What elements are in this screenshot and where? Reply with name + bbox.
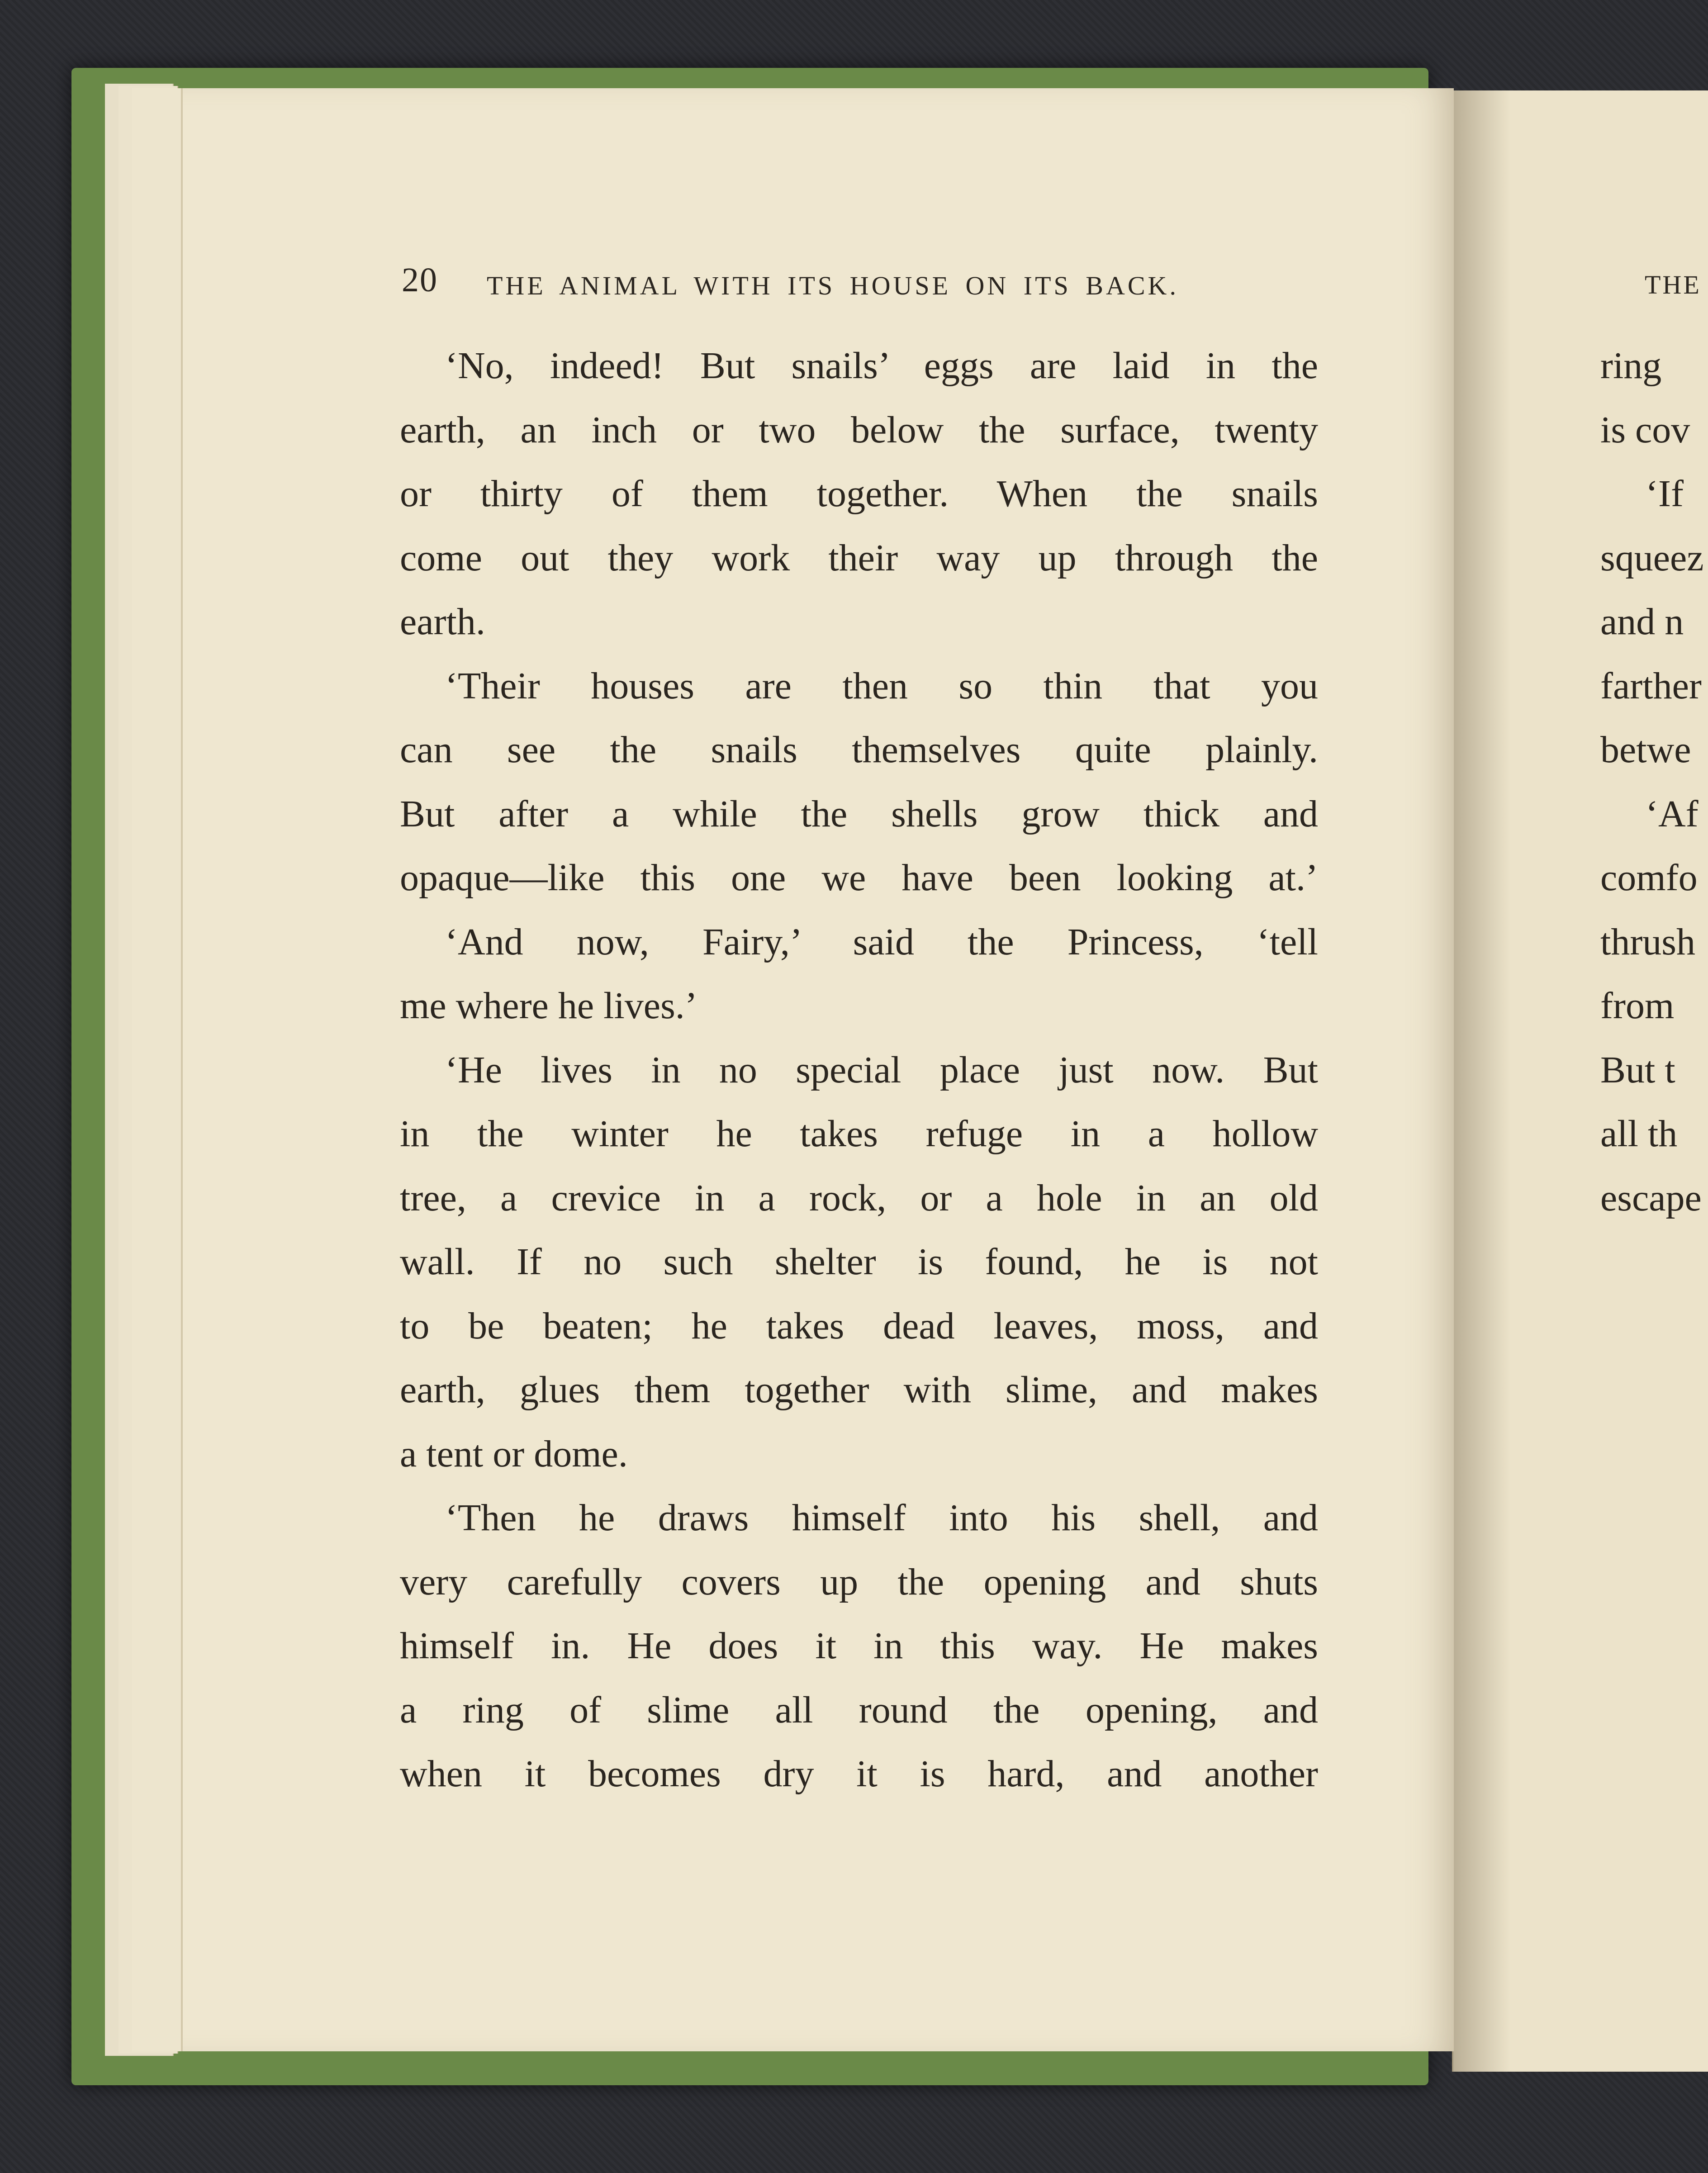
text-line: wall. If no such shelter is found, he is not	[400, 1241, 1318, 1283]
facing-text-line: thrush	[1600, 920, 1695, 963]
text-line: earth, glues them together with slime, and makes	[400, 1369, 1318, 1411]
text-line: come out they work their way up through the	[400, 536, 1318, 579]
text-line: ‘Their houses are then so thin that you	[445, 664, 1318, 707]
text-line: earth, an inch or two below the surface, twenty	[400, 408, 1318, 451]
facing-text-line: farther	[1600, 664, 1702, 707]
facing-text-line: all th	[1600, 1113, 1678, 1155]
text-line: opaque—like this one we have been looking at.’	[400, 857, 1318, 899]
text-line: ‘Then he draws himself into his shell, and	[445, 1497, 1318, 1539]
text-line: a tent or dome.	[400, 1433, 628, 1475]
text-line: But after a while the shells grow thick and	[400, 792, 1318, 835]
facing-text-line: is cov	[1600, 408, 1690, 451]
text-line: ‘No, indeed! But snails’ eggs are laid in the	[445, 345, 1318, 387]
facing-text-line: from	[1600, 985, 1675, 1027]
text-line: a ring of slime all round the opening, and	[400, 1689, 1318, 1731]
facing-text-line: ring	[1600, 345, 1662, 387]
facing-text-line: squeez	[1600, 536, 1704, 579]
text-line: ‘And now, Fairy,’ said the Princess, ‘tell	[445, 920, 1318, 963]
text-line: when it becomes dry it is hard, and another	[400, 1753, 1318, 1795]
text-line: or thirty of them together. When the snails	[400, 473, 1318, 515]
running-title: THE ANIMAL WITH ITS HOUSE ON ITS BACK.	[487, 271, 1179, 300]
text-line: himself in. He does it in this way. He makes	[400, 1625, 1318, 1667]
facing-text-line: ‘Af	[1646, 792, 1699, 835]
facing-text-line: escape	[1600, 1177, 1702, 1219]
page-gutter-shadow	[1452, 90, 1511, 2072]
text-line: tree, a crevice in a rock, or a hole in an old	[400, 1177, 1318, 1219]
facing-page-text	[1600, 344, 1708, 1701]
text-line: me where he lives.’	[400, 985, 697, 1027]
text-line: earth.	[400, 601, 485, 643]
facing-text-line: comfo	[1600, 857, 1698, 899]
text-line: very carefully covers up the opening and shuts	[400, 1561, 1318, 1603]
text-line: ‘He lives in no special place just now. But	[445, 1049, 1318, 1091]
page-edge	[132, 88, 183, 2051]
facing-text-line: betwe	[1600, 729, 1691, 771]
facing-page-header: THE	[1645, 270, 1701, 299]
text-line: can see the snails themselves quite plainly.	[400, 729, 1318, 771]
facing-text-line: But t	[1600, 1049, 1675, 1091]
text-line: in the winter he takes refuge in a hollow	[400, 1113, 1318, 1155]
facing-text-line: and n	[1600, 601, 1684, 643]
facing-text-line: ‘If	[1646, 473, 1684, 515]
page-number: 20	[402, 261, 438, 299]
text-line: to be beaten; he takes dead leaves, moss, and	[400, 1305, 1318, 1347]
page-header	[402, 261, 1338, 310]
